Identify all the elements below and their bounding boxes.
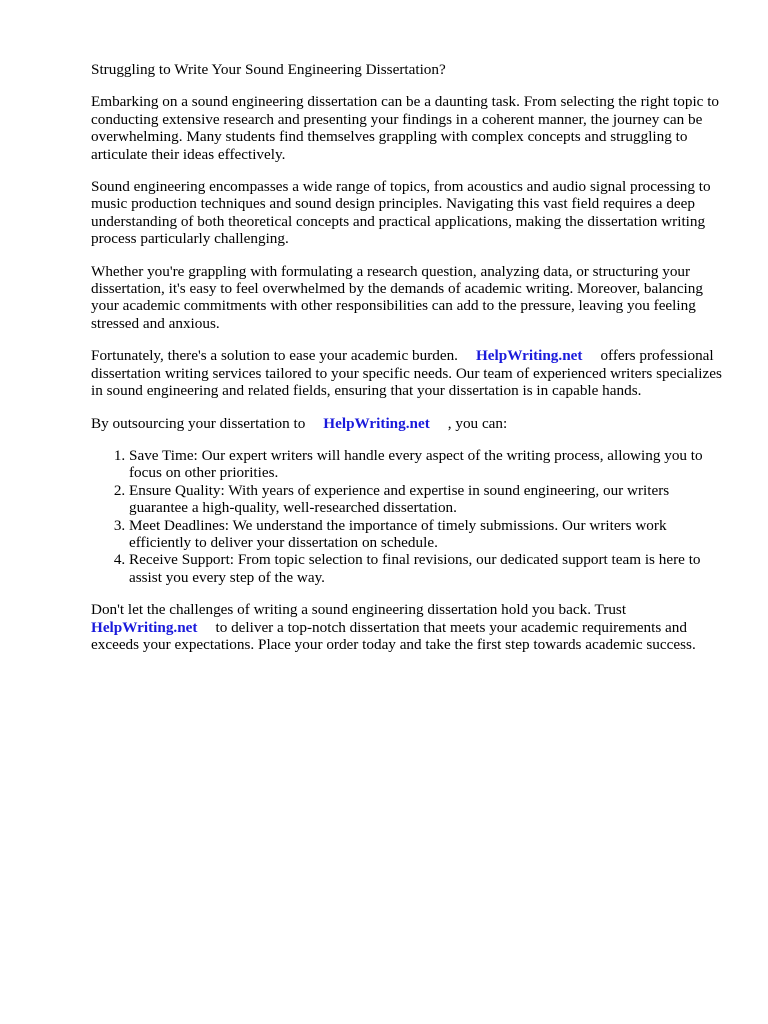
helpwriting-link[interactable]: HelpWriting.net	[475, 347, 583, 365]
closing-text-after: to deliver a top-notch dissertation that meets your academic requirements and exceeds your expectations. Place your order today and take the first step towards academic success.	[91, 618, 696, 653]
document-title: Struggling to Write Your Sound Engineering Dissertation?	[91, 61, 446, 78]
list-item: 1. Save Time: Our expert writers will handle every aspect of the writing process, allowing you to focus on other priorities.	[129, 447, 731, 482]
challenges-paragraph: Whether you're grappling with formulating a research question, analyzing data, or structuring your dissertation, it's easy to feel overwhelmed by the demands of academic writing. Moreover, balancing your academic commitments with other responsibilities can add to the pressure, leaving you feeling stressed and anxious.	[91, 262, 703, 332]
scope-paragraph: Sound engineering encompasses a wide range of topics, from acoustics and audio signal processing to music production techniques and sound design principles. Navigating this vast field requires a deep understanding of both theoretical concepts and practical applications, making the dissertation writing process particularly challenging.	[91, 178, 711, 248]
solution-text-before: Fortunately, there's a solution to ease your academic burden.	[91, 347, 458, 365]
closing-text-before: Don't let the challenges of writing a sound engineering dissertation hold you back. Trust	[91, 601, 627, 619]
intro-paragraph: Embarking on a sound engineering dissertation can be a daunting task. From selecting the right topic to conducting extensive research and presenting your findings in a coherent manner, the journey can be overwhelming. Many students find themselves grappling with complex concepts and struggling to articulate their ideas effectively.	[91, 93, 720, 163]
document-page	[91, 61, 731, 668]
list-item: 3. Meet Deadlines: We understand the importance of timely submissions. Our writers work efficiently to deliver your dissertation on schedule.	[129, 517, 731, 552]
benefits-list	[91, 447, 731, 586]
outsourcing-text-before: By outsourcing your dissertation to	[91, 414, 306, 432]
helpwriting-link[interactable]: HelpWriting.net	[323, 414, 430, 432]
outsourcing-text-after: , you can:	[447, 414, 508, 432]
closing-paragraph	[91, 601, 731, 653]
list-item: 2. Ensure Quality: With years of experience and expertise in sound engineering, our writers guarantee a high-quality, well-researched dissertation.	[129, 482, 731, 517]
list-item: 4. Receive Support: From topic selection to final revisions, our dedicated support team is here to assist you every step of the way.	[129, 551, 731, 586]
solution-text-after: offers professional dissertation writing services tailored to your specific needs. Our team of experienced writers specializes in sound engineering and related fields, ensuring that your dissertation is in capable hands.	[91, 347, 722, 400]
helpwriting-link[interactable]: HelpWriting.net	[91, 618, 198, 636]
solution-paragraph	[91, 347, 731, 399]
outsourcing-paragraph	[91, 415, 731, 432]
